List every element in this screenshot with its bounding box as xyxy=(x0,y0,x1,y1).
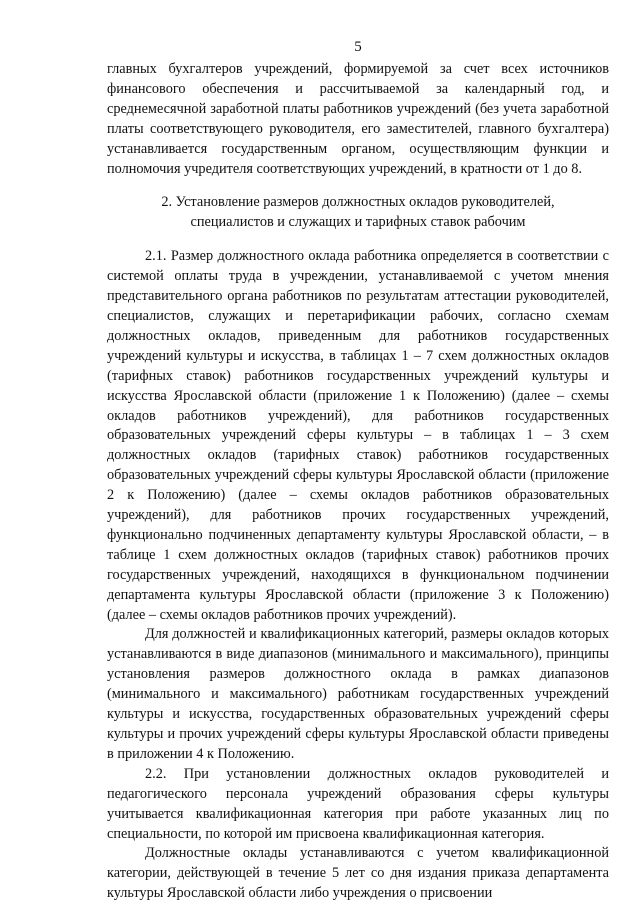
paragraph-ranges: Для должностей и квалификационных категорий, размеры окладов которых устанавливаются в виде диапазонов (минимального и максимального), принципы установления размеров должностного оклада в рамках диапазонов (минимального и максимального) работникам государственных учреждений культуры и искусства, государственных образовательных учреждений сферы культуры и прочих учреждений сферы культуры Ярославской области приведены в приложении 4 к Положению. xyxy=(107,626,609,762)
paragraph-2-1: 2.1. Размер должностного оклада работника определяется в соответствии с системой оплаты труда в учреждении, устанавливаемой с учетом мнения представительного органа работников по результатам аттестации руководителей, специалистов, служащих и перетарификации рабочих, согласно схемам должностных окладов, приведенным для работников государственных учреждений культуры и искусства, в таблицах 1 – 7 схем должностных окладов (тарифных ставок) работников государственных учреждений культуры и искусства Ярославской области (приложение 1 к Положению) (далее – схемы окладов работников учреждений), для работников государственных образовательных учреждений сферы культуры – в таблицах 1 – 3 схем должностных окладов (тарифных ставок) работников государственных образовательных учреждений сферы культуры Ярославской области (приложение 2 к Положению) (далее – схемы окладов работников образовательных учреждений), для работников прочих государственных учреждений, функционально подчиненных департаменту культуры Ярославской области, – в таблице 1 схем должностных окладов (тарифных ставок) работников прочих государственных учреждений, находящихся в функциональном подчинении департамента культуры Ярославской области (приложение 3 к Положению) (далее – схемы окладов работников прочих учреждений). xyxy=(107,248,609,623)
section-heading-line-2: специалистов и служащих и тарифных ставок рабочим xyxy=(190,214,526,231)
document-page xyxy=(107,38,609,904)
section-heading xyxy=(107,193,609,233)
section-heading-line-1: 2. Установление размеров должностных окладов руководителей, xyxy=(161,194,555,211)
paragraph-salaries: Должностные оклады устанавливаются с учетом квалификационной категории, действующей в течение 5 лет со дня издания приказа департамента культуры Ярославской области либо учреждения о присвоении xyxy=(107,845,609,902)
page-number: 5 xyxy=(354,39,362,55)
paragraph-2-2: 2.2. При установлении должностных окладов руководителей и педагогического персонала учреждений образования сферы культуры учитывается квалификационная категория при работе указанных лиц по специальности, по которой им присвоена квалификационная категория. xyxy=(107,765,609,842)
paragraph-continuation: главных бухгалтеров учреждений, формируемой за счет всех источников финансового обеспечения и рассчитываемой за календарный год, и среднемесячной заработной платы работников учреждений (без учета заработной платы соответствующего руководителя, его заместителей, главного бухгалтера) устанавливается государственным органом, осуществляющим функции и полномочия учредителя соответствующих учреждений, в кратности от 1 до 8. xyxy=(107,61,609,177)
